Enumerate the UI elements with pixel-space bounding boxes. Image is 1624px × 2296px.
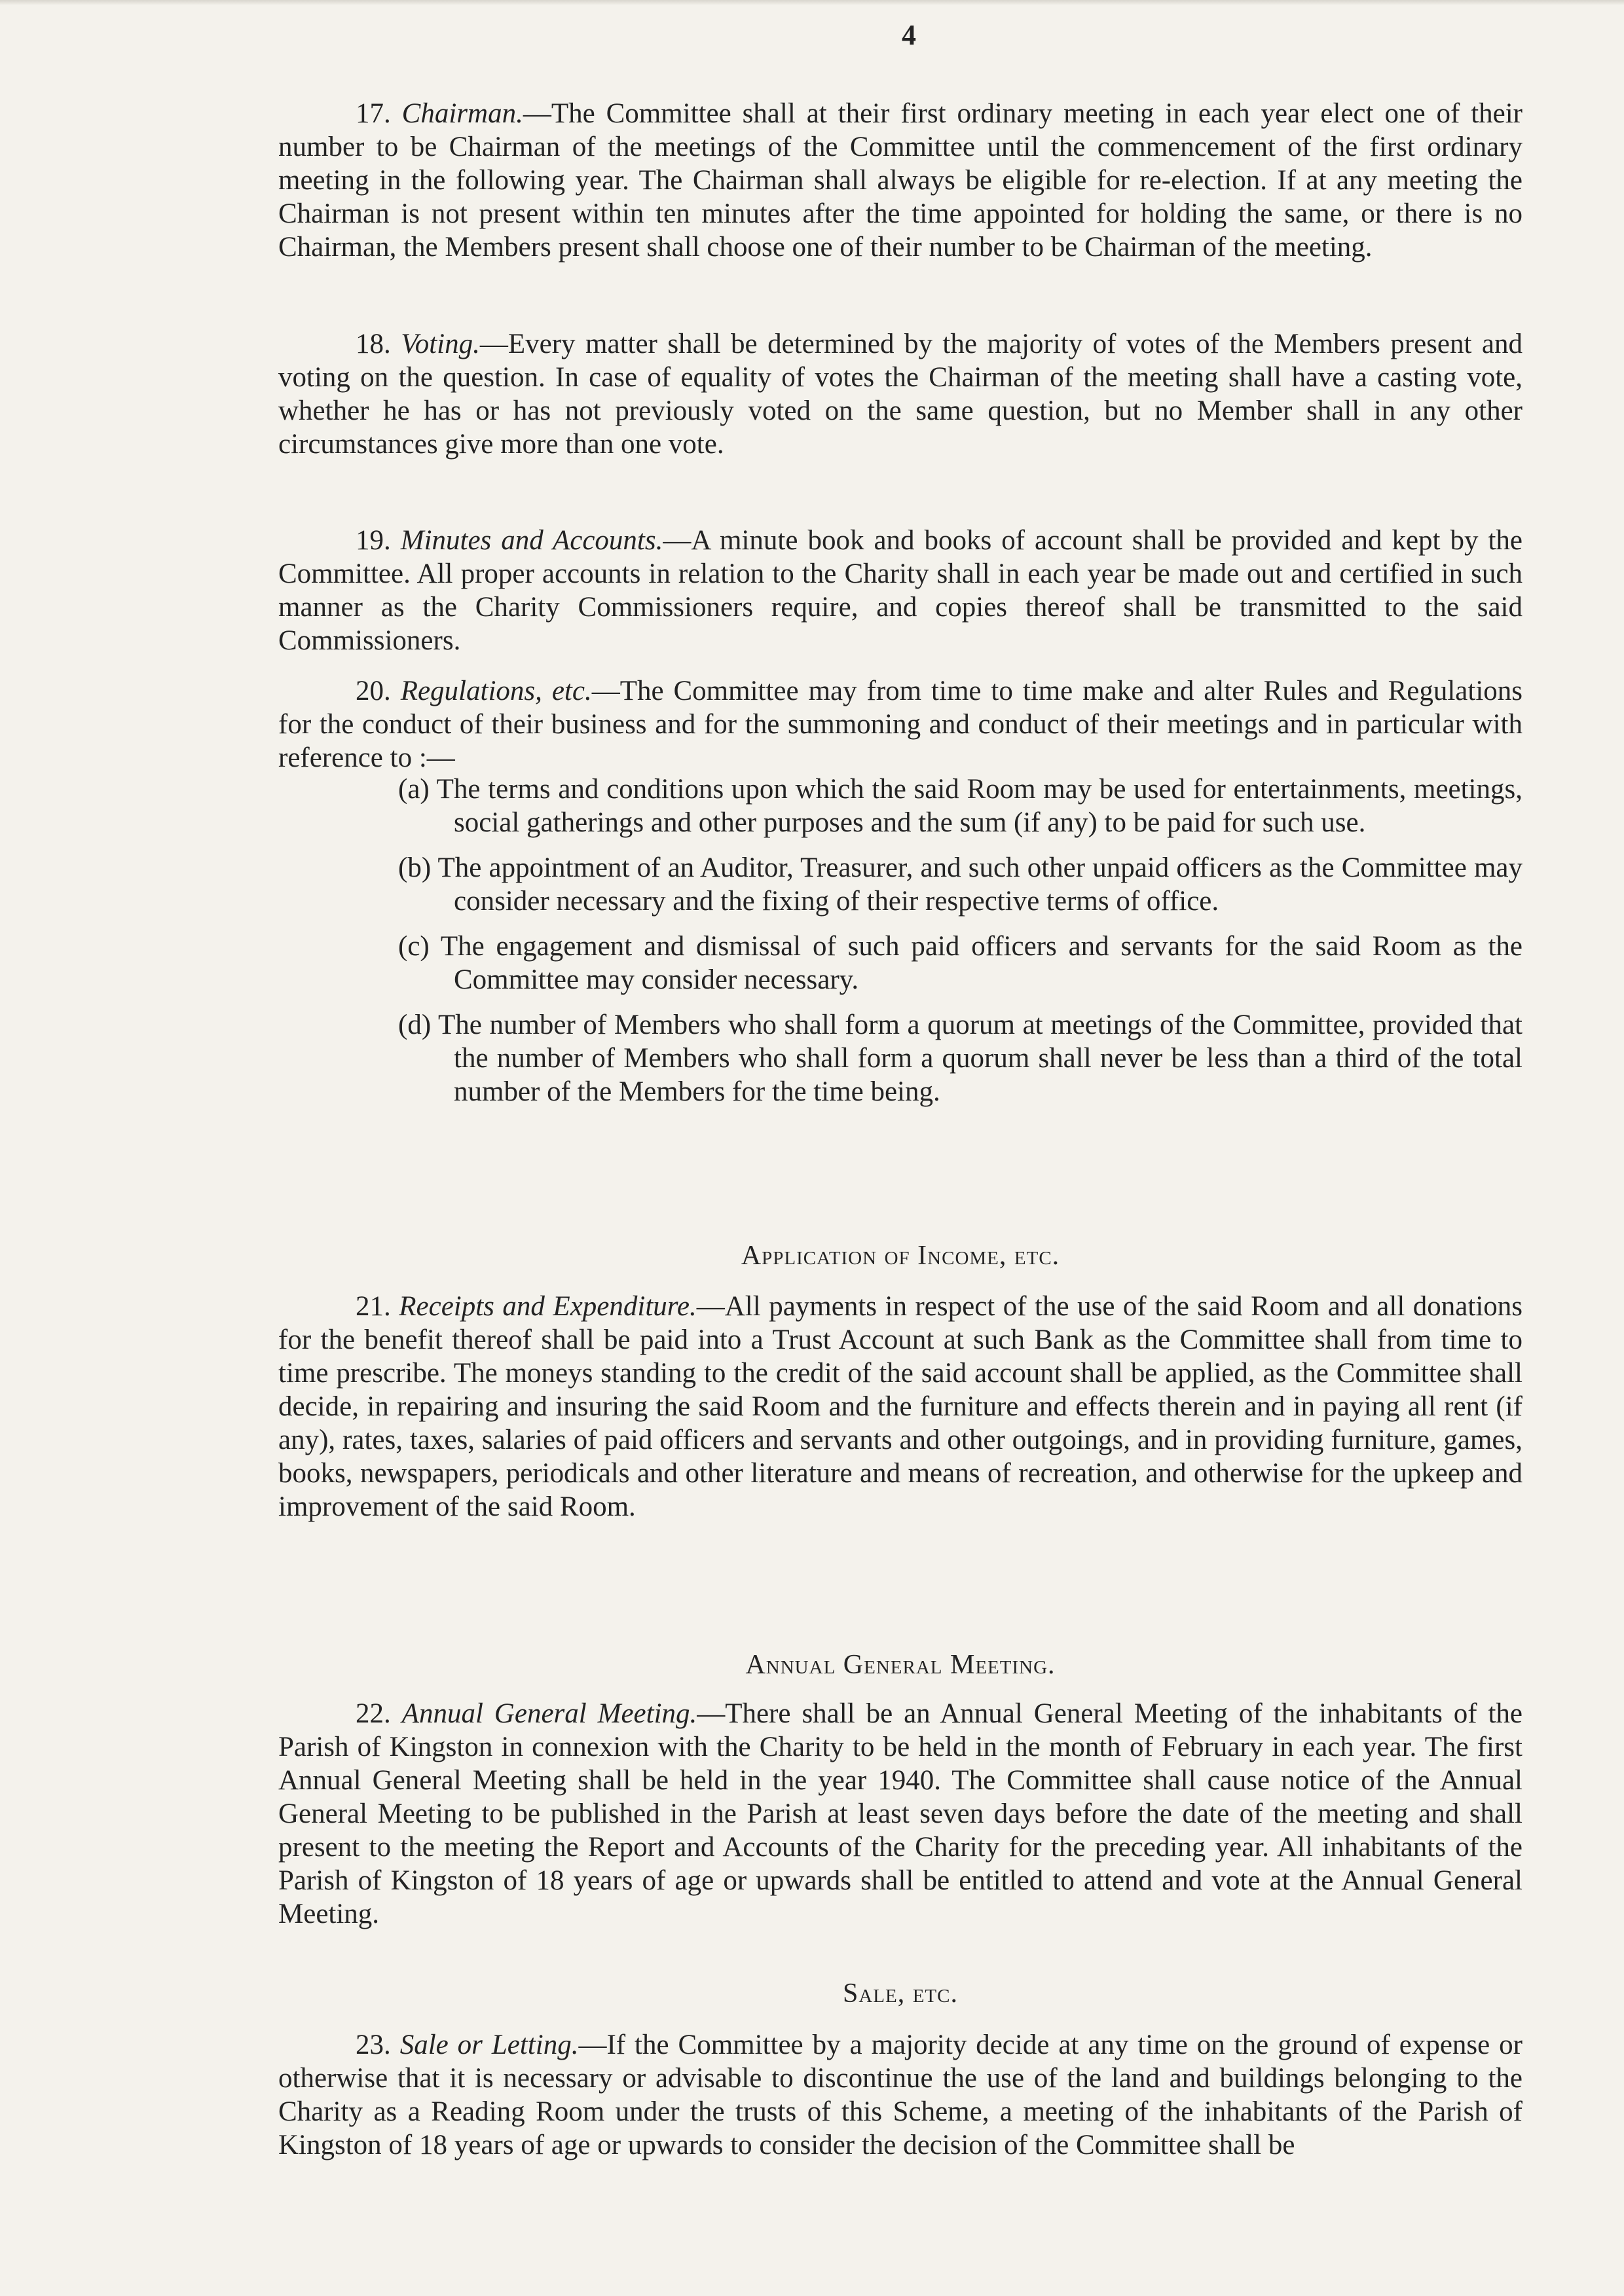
item-label: (b)	[398, 852, 432, 883]
clause-text: —Every matter shall be determined by the majority of votes of the Members present and voting on the question. In case of equality of votes the Chairman of the meeting shall have a casting vote, whether he has or has not previously voted on the same question, but no Member shall in any other circumstances give more than one vote.	[278, 329, 1523, 460]
clause-23	[278, 2028, 1522, 2162]
clause-number: 17.	[356, 98, 391, 129]
clause-number: 20.	[356, 676, 391, 706]
page-top-edge	[0, 0, 1624, 5]
clause-22	[278, 1697, 1522, 1931]
clause-heading: Chairman.	[401, 98, 523, 129]
clause-text: —There shall be an Annual General Meeting of the inhabitants of the Parish of Kingston in connexion with the Charity to be held in the month of February in each year. The first Annual General Meeting shall be held in the year 1940. The Committee shall cause notice of the Annual General Meeting to be published in the Parish at least seven days before the date of the meeting and shall present to the meeting the Report and Accounts of the Charity for the preceding year. All inhabitants of the Parish of Kingston of 18 years of age or upwards shall be entitled to attend and vote at the Annual General Meeting.	[278, 1698, 1522, 1929]
list-item	[278, 930, 1522, 996]
clause-21	[278, 1290, 1522, 1523]
item-label: (c)	[398, 931, 430, 962]
clause-text: —A minute book and books of account shall be provided and kept by the Committee. All proper accounts in relation to the Charity shall in each year be made out and certified in such manner as the Charity Commissioners require, and copies thereof shall be transmitted to the said Commissioners.	[278, 525, 1523, 656]
clause-heading: Receipts and Expenditure.	[399, 1291, 697, 1322]
section-heading-income: Application of Income, etc.	[741, 1241, 1060, 1271]
list-item	[278, 1008, 1522, 1108]
clause-heading: Regulations, etc.	[400, 676, 592, 706]
section-heading-sale: Sale, etc.	[842, 1978, 958, 2009]
clause-text: —If the Committee by a majority decide at any time on the ground of expense or otherwise that it is necessary or advisable to discontinue the use of the land and buildings belonging to the Charity as a Reading Room under the trusts of this Scheme, a meeting of the inhabitants of the Parish of Kingston of 18 years of age or upwards to consider the decision of the Committee shall be	[278, 2030, 1523, 2160]
clause-heading: Voting.	[401, 329, 480, 359]
list-item	[278, 773, 1522, 839]
item-text: The appointment of an Auditor, Treasurer, and such other unpaid officers as the Committee may consider necessary and the fixing of their respective terms of office.	[437, 852, 1522, 917]
clause-text: —All payments in respect of the use of the said Room and all donations for the benefit thereof shall be paid into a Trust Account at such Bank as the Committee shall from time to time prescribe. The moneys standing to the credit of the said account shall be applied, as the Committee shall decide, in repairing and insuring the said Room and the furniture and effects therein and in paying all rent (if any), rates, taxes, salaries of paid officers and servants and other outgoings, and in providing furniture, games, books, newspapers, periodicals and other literature and means of recreation, and otherwise for the upkeep and improvement of the said Room.	[278, 1291, 1522, 1522]
clause-17	[278, 97, 1522, 264]
clause-number: 18.	[356, 329, 391, 359]
item-text: The terms and conditions upon which the said Room may be used for entertainments, meetings, social gatherings and other purposes and the sum (if any) to be paid for such use.	[436, 774, 1522, 838]
clause-20	[278, 674, 1522, 774]
clause-heading: Sale or Letting.	[399, 2030, 579, 2060]
item-text: The engagement and dismissal of such paid officers and servants for the said Room as the Committee may consider necessary.	[440, 931, 1522, 995]
page-number: 4	[902, 19, 916, 51]
clause-number: 22.	[356, 1698, 391, 1729]
clause-heading: Annual General Meeting.	[401, 1698, 697, 1729]
clause-19	[278, 524, 1522, 657]
clause-text: —The Committee shall at their first ordinary meeting in each year elect one of their number to be Chairman of the meetings of the Committee until the commencement of the first ordinary meeting in the following year. The Chairman shall always be eligible for re-election. If at any meeting the Chairman is not present within ten minutes after the time appointed for holding the same, or there is no Chairman, the Members present shall choose one of their number to be Chairman of the meeting.	[278, 98, 1522, 263]
clause-number: 23.	[356, 2030, 391, 2060]
clause-18	[278, 327, 1522, 461]
list-item	[278, 851, 1522, 918]
item-text: The number of Members who shall form a quorum at meetings of the Committee, provided that the number of Members who shall form a quorum shall never be less than a third of the total number of the Members for the time being.	[437, 1010, 1522, 1107]
clause-number: 19.	[356, 525, 391, 556]
clause-heading: Minutes and Accounts.	[400, 525, 663, 556]
clause-20-items	[278, 773, 1522, 1108]
clause-text: —The Committee may from time to time make and alter Rules and Regulations for the conduct of their business and for the summoning and conduct of their meetings and in particular with reference to :—	[278, 676, 1522, 773]
section-heading-agm: Annual General Meeting.	[745, 1650, 1056, 1680]
item-label: (d)	[398, 1010, 432, 1040]
item-label: (a)	[398, 774, 430, 805]
clause-number: 21.	[356, 1291, 391, 1322]
